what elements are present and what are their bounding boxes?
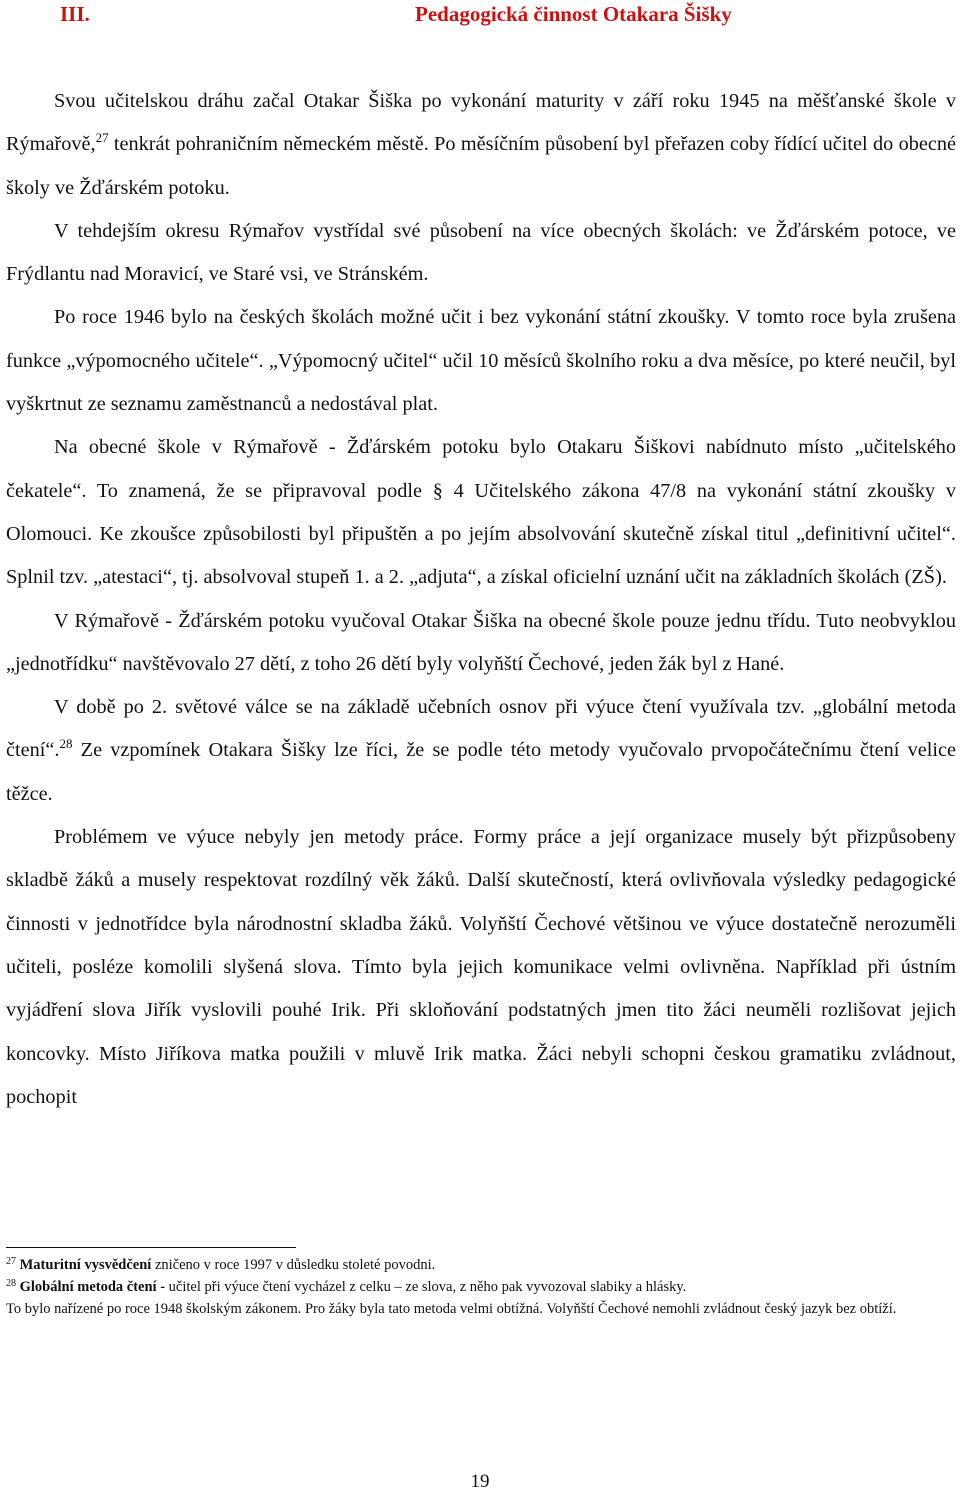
footnote-ref: 27 bbox=[95, 130, 109, 146]
chapter-heading bbox=[60, 2, 952, 32]
footnote-term: Maturitní vysvědčení bbox=[19, 1257, 152, 1273]
paragraph: Po roce 1946 bylo na českých školách možné učit i bez vykonání státní zkoušky. V tomto roce byla zrušena funkce „výpomocného učitele“. „Výpomocný učitel“ učil 10 měsíců školního roku a dva měsíce, po které neučil, byl vyškrtnut ze seznamu zaměstnanců a nedostával plat. bbox=[6, 306, 956, 416]
footnote-number: 28 bbox=[6, 1278, 16, 1289]
page-number: 19 bbox=[470, 1471, 490, 1492]
footnote-continuation: To bylo nařízené po roce 1948 školským zákonem. Pro žáky byla tato metoda velmi obtížná. Volyňští Čechové nemohli zvládnout český jazyk bez obtíží. bbox=[6, 1301, 897, 1317]
paragraph-text: tenkrát pohraničním německém městě. Po měsíčním působení byl přeřazen coby řídící učitel do obecné školy ve Žďárském potoku. bbox=[6, 133, 956, 199]
footnote-ref: 28 bbox=[59, 736, 73, 752]
footnote-text: učitel při výuce čtení vycházel z celku – ze slova, z něho pak vyvozoval slabiky a hlásky. bbox=[165, 1279, 687, 1295]
footnote-term: Globální metoda čtení - bbox=[19, 1279, 166, 1295]
paragraph bbox=[6, 80, 956, 210]
footnote-text: zničeno v roce 1997 v důsledku stoleté povodni. bbox=[151, 1257, 436, 1273]
footnotes bbox=[6, 1254, 956, 1320]
body-text bbox=[6, 80, 956, 1119]
paragraph: Na obecné škole v Rýmařově - Žďárském potoku bylo Otakaru Šiškovi nabídnuto místo „učitelského čekatele“. To znamená, že se připravoval podle § 4 Učitelského zákona 47/8 na vykonání státní zkoušky v Olomouci. Ke zkoušce způsobilosti byl připuštěn a po jejím absolvování skutečně získal titul „definitivní učitel“. Splnil tzv. „atestaci“, tj. absolvoval stupeň 1. a 2. „adjuta“, a získal oficielní uznání učit na základních školách (ZŠ). bbox=[6, 436, 956, 589]
paragraph bbox=[6, 686, 956, 816]
footnote-separator bbox=[6, 1247, 296, 1248]
paragraph-text: V době po 2. světové válce se na základě učebních osnov při výuce čtení využívala tzv. „globální metoda čtení“. bbox=[6, 696, 956, 762]
paragraph: V tehdejším okresu Rýmařov vystřídal své působení na více obecných školách: ve Žďárském potoce, ve Frýdlantu nad Moravicí, ve Staré vsi, ve Stránském. bbox=[6, 219, 956, 286]
paragraph-text: Ze vzpomínek Otakara Šišky lze říci, že se podle této metody vyučovalo prvopočátečnímu čtení velice těžce. bbox=[6, 739, 956, 805]
paragraph: Problémem ve výuce nebyly jen metody práce. Formy práce a její organizace musely být přizpůsobeny skladbě žáků a musely respektovat rozdílný věk žáků. Další skutečností, která ovlivňovala výsledky pedagogické činnosti v jednotřídce byla národnostní skladba žáků. Volyňští Čechové většinou ve výuce dostatečně nerozuměli učiteli, posléze komolili slyšená slova. Tímto byla jejich komunikace velmi ovlivněna. Například při ústním vyjádření slova Jiřík vyslovili pouhé Irik. Při skloňování podstatných jmen tito žáci neuměli rozlišovat jejich koncovky. Místo Jiříkova matka použili v mluvě Irik matka. Žáci nebyli schopni českou gramatiku zvládnout, pochopit bbox=[6, 826, 956, 1108]
footnote bbox=[6, 1276, 956, 1298]
chapter-title: Pedagogická činnost Otakara Šišky bbox=[415, 2, 732, 26]
footnote-number: 27 bbox=[6, 1256, 16, 1267]
chapter-number: III. bbox=[60, 2, 90, 26]
paragraph: V Rýmařově - Žďárském potoku vyučoval Otakar Šiška na obecné škole pouze jednu třídu. Tuto neobvyklou „jednotřídku“ navštěvovalo 27 dětí, z toho 26 dětí byly volyňští Čechové, jeden žák byl z Hané. bbox=[6, 609, 956, 675]
footnote bbox=[6, 1254, 956, 1276]
paragraph-text: Svou učitelskou dráhu začal Otakar Šiška po vykonání maturity v září roku 1945 na měšťanské škole v Rýmařově, bbox=[6, 90, 956, 156]
